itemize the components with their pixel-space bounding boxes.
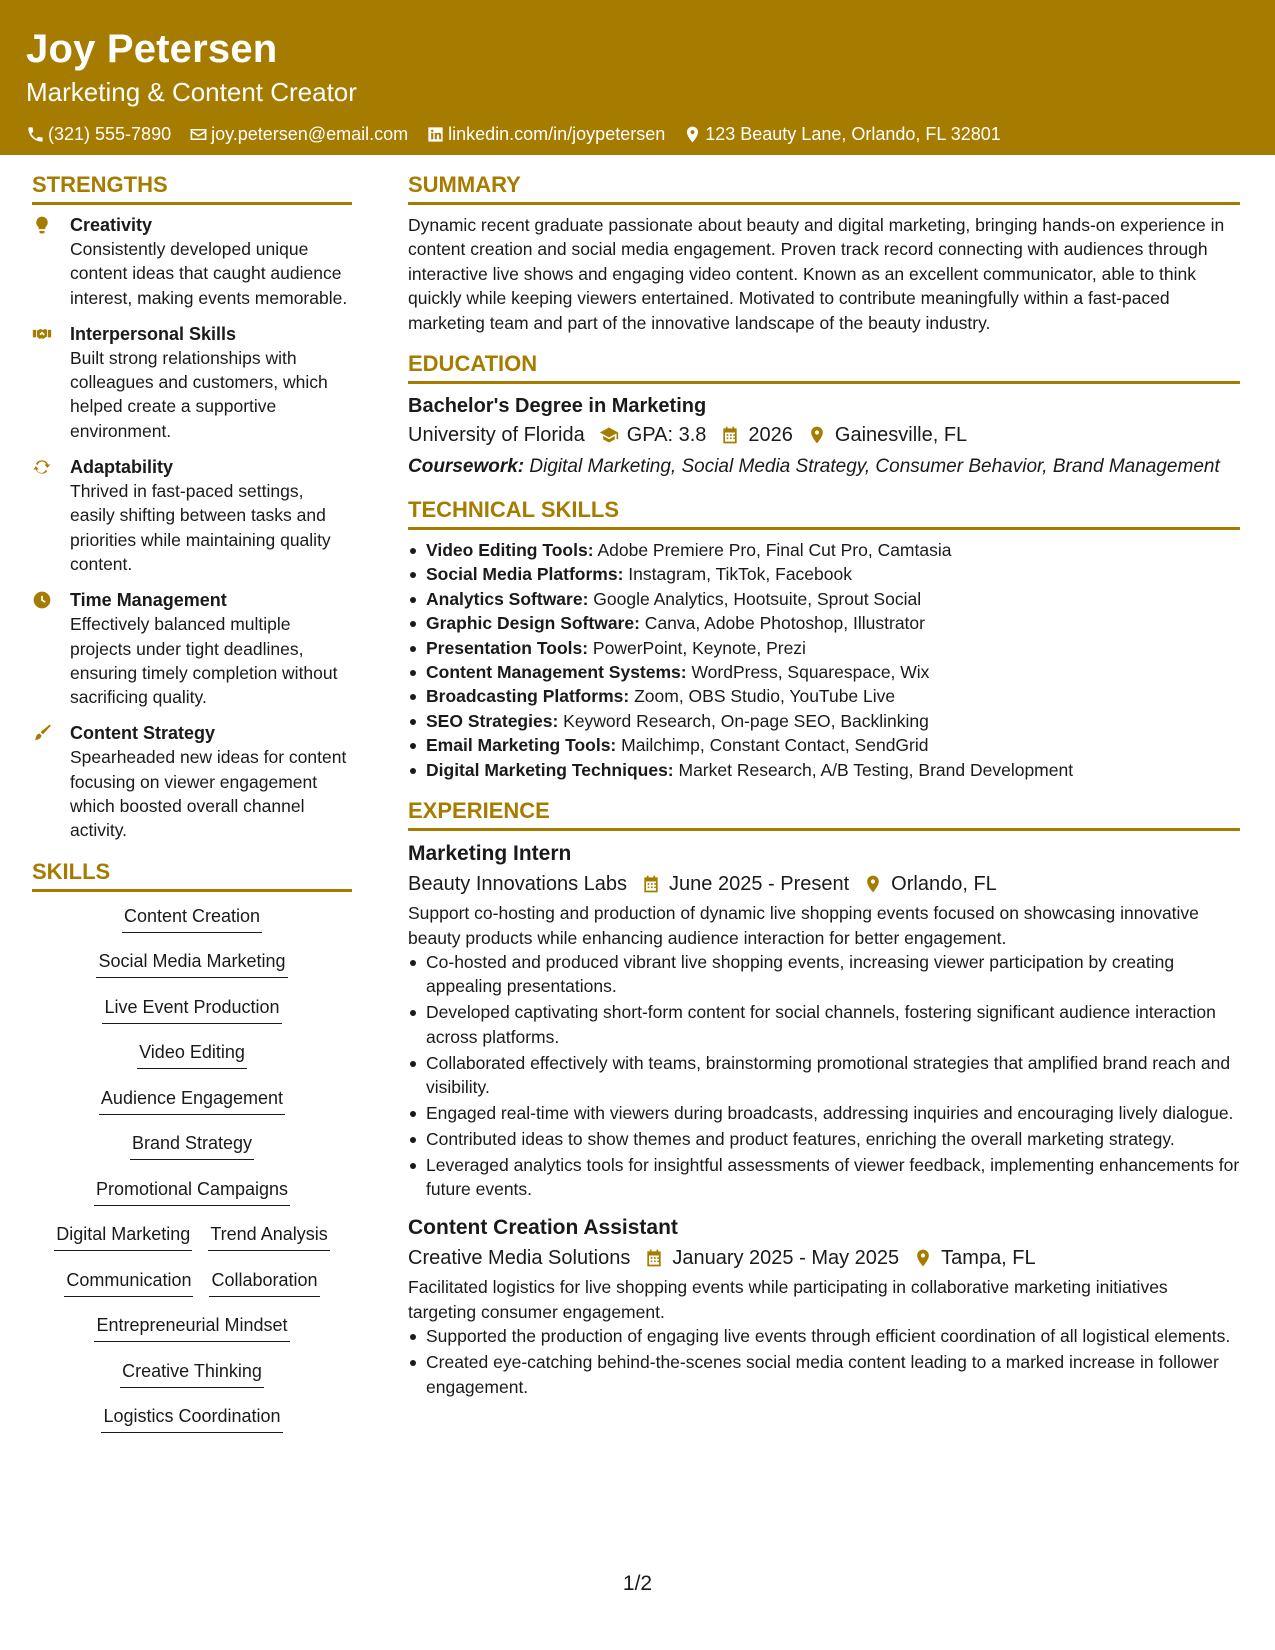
degree-title: Bachelor's Degree in Marketing bbox=[408, 395, 707, 418]
skill-row bbox=[32, 1355, 352, 1401]
job-dates bbox=[644, 1243, 899, 1273]
skill-value: Keyword Research, On-page SEO, Backlinking bbox=[558, 710, 929, 731]
job-meta bbox=[408, 869, 1240, 899]
skill-row bbox=[32, 1036, 352, 1082]
skill-value: Market Research, A/B Testing, Brand Development bbox=[673, 759, 1074, 780]
summary-heading: SUMMARY bbox=[408, 170, 1240, 205]
list-item: Developed captivating short-form content for social channels, fostering significant audience interaction across platforms. bbox=[408, 1000, 1240, 1049]
skill-row bbox=[32, 991, 352, 1037]
list-item bbox=[408, 660, 1240, 684]
skill-label: Graphic Design Software: bbox=[426, 613, 640, 634]
list-item bbox=[408, 709, 1240, 733]
dates-text: January 2025 - May 2025 bbox=[672, 1247, 900, 1270]
clock-icon bbox=[32, 590, 52, 610]
strength-title: Creativity bbox=[70, 215, 153, 235]
skill-tag: Audience Engagement bbox=[99, 1082, 285, 1115]
map-pin-icon bbox=[683, 125, 702, 144]
skill-value: WordPress, Squarespace, Wix bbox=[686, 662, 930, 683]
strength-desc: Spearheaded new ideas for content focusing on viewer engagement which boosted overall channel activity. bbox=[70, 747, 347, 841]
coursework bbox=[408, 454, 1240, 479]
left-column bbox=[32, 170, 352, 1446]
candidate-name: Joy Petersen bbox=[26, 27, 278, 71]
skill-label: Presentation Tools: bbox=[426, 637, 589, 658]
strength-item bbox=[32, 213, 352, 310]
list-item: Contributed ideas to show themes and product features, enriching the overall marketing strategy. bbox=[408, 1127, 1240, 1151]
contact-email[interactable] bbox=[189, 122, 408, 146]
location-text: Tampa, FL bbox=[941, 1247, 1036, 1270]
strength-item bbox=[32, 322, 352, 443]
strength-title: Time Management bbox=[70, 590, 227, 611]
job-title: Marketing Intern bbox=[408, 842, 572, 866]
skill-row bbox=[32, 1218, 352, 1264]
experience-heading: EXPERIENCE bbox=[408, 796, 1240, 831]
skill-row bbox=[32, 1082, 352, 1128]
skill-row bbox=[32, 1400, 352, 1446]
list-item bbox=[408, 733, 1240, 757]
skill-value: Mailchimp, Constant Contact, SendGrid bbox=[616, 735, 929, 756]
skill-tag: Digital Marketing bbox=[54, 1218, 192, 1251]
coursework-text: Digital Marketing, Social Media Strategy, Consumer Behavior, Brand Management bbox=[524, 456, 1220, 478]
paintbrush-icon bbox=[32, 723, 52, 743]
graduation-cap-icon bbox=[599, 425, 619, 445]
job-summary: Support co-hosting and production of dynamic live shopping events focused on showcasing innovative beauty products while enhancing audience interaction for better engagement. bbox=[408, 903, 1199, 948]
list-item: Supported the production of engaging live events through efficient coordination of all logistical elements. bbox=[408, 1324, 1240, 1348]
gpa bbox=[599, 420, 707, 450]
skill-tag: Live Event Production bbox=[102, 991, 281, 1024]
strength-desc: Built strong relationships with colleagues and customers, which helped create a supportive environment. bbox=[70, 347, 328, 441]
location-text: Orlando, FL bbox=[891, 873, 997, 896]
skill-row bbox=[32, 1264, 352, 1310]
school-name: University of Florida bbox=[408, 424, 585, 447]
skill-row bbox=[32, 945, 352, 991]
skill-row bbox=[32, 1127, 352, 1173]
technical-skills-list bbox=[408, 538, 1240, 782]
strength-item bbox=[32, 721, 352, 842]
skill-value: Canva, Adobe Photoshop, Illustrator bbox=[639, 613, 925, 634]
skill-tag: Logistics Coordination bbox=[101, 1400, 282, 1433]
envelope-icon bbox=[189, 125, 208, 144]
sync-icon bbox=[32, 457, 52, 477]
job-dates bbox=[641, 869, 849, 899]
map-pin-icon bbox=[863, 874, 883, 894]
list-item bbox=[408, 538, 1240, 562]
skill-value: Google Analytics, Hootsuite, Sprout Social bbox=[588, 588, 922, 609]
strength-title: Adaptability bbox=[70, 457, 174, 478]
skill-label: Content Management Systems: bbox=[426, 662, 687, 683]
skill-tag: Creative Thinking bbox=[120, 1355, 264, 1388]
skill-label: Digital Marketing Techniques: bbox=[426, 759, 674, 780]
experience-entry bbox=[408, 839, 1240, 1201]
strength-desc: Consistently developed unique content ideas that caught audience interest, making events memorable. bbox=[70, 239, 348, 308]
contact-phone bbox=[26, 122, 171, 146]
company-name: Creative Media Solutions bbox=[408, 1247, 631, 1270]
skill-tag: Brand Strategy bbox=[130, 1127, 254, 1160]
skill-value: PowerPoint, Keynote, Prezi bbox=[588, 637, 806, 658]
contact-address-text: 123 Beauty Lane, Orlando, FL 32801 bbox=[705, 124, 1001, 144]
skill-tag: Promotional Campaigns bbox=[94, 1173, 290, 1206]
skill-label: Broadcasting Platforms: bbox=[426, 686, 630, 707]
summary-text: Dynamic recent graduate passionate about beauty and digital marketing, bringing hands-on experience in content creation and social media engagement. Proven track record connecting with audiences through interactive live shows and engaging video content. Known as an excellent communicator, able to think quickly while keeping viewers entertained. Motivated to contribute meaningfully within a fast-paced marketing team and part of the innovative landscape of the beauty industry. bbox=[408, 215, 1225, 333]
skill-label: SEO Strategies: bbox=[426, 710, 559, 731]
company-name: Beauty Innovations Labs bbox=[408, 873, 628, 896]
candidate-title: Marketing & Content Creator bbox=[26, 77, 357, 107]
resume-header bbox=[0, 0, 1275, 155]
skill-label: Video Editing Tools: bbox=[426, 540, 594, 561]
list-item: Co-hosted and produced vibrant live shopping events, increasing viewer participation by creating appealing presentations. bbox=[408, 950, 1240, 999]
education-meta bbox=[408, 420, 1240, 450]
location-text: Gainesville, FL bbox=[834, 424, 968, 447]
skill-label: Social Media Platforms: bbox=[426, 564, 624, 585]
list-item: Engaged real-time with viewers during broadcasts, addressing inquiries and encouraging lively dialogue. bbox=[408, 1101, 1240, 1125]
job-meta bbox=[408, 1243, 1240, 1273]
job-bullets bbox=[408, 1324, 1240, 1399]
list-item: Collaborated effectively with teams, brainstorming promotional strategies that amplified brand reach and visibility. bbox=[408, 1051, 1240, 1100]
skill-row bbox=[32, 1309, 352, 1355]
calendar-icon bbox=[641, 874, 661, 894]
strengths-heading: STRENGTHS bbox=[32, 170, 352, 205]
calendar-icon bbox=[644, 1248, 664, 1268]
linkedin-icon bbox=[426, 125, 445, 144]
contact-bar bbox=[26, 122, 1275, 146]
skill-value: Zoom, OBS Studio, YouTube Live bbox=[629, 686, 896, 707]
handshake-icon bbox=[32, 324, 52, 344]
list-item bbox=[408, 684, 1240, 708]
list-item: Created eye-catching behind-the-scenes social media content leading to a marked increase in follower engagement. bbox=[408, 1350, 1240, 1399]
skill-tag: Trend Analysis bbox=[208, 1218, 329, 1251]
dates-text: June 2025 - Present bbox=[669, 873, 850, 896]
skill-tag: Content Creation bbox=[122, 900, 262, 933]
skill-row bbox=[32, 1173, 352, 1219]
strength-desc: Effectively balanced multiple projects under tight deadlines, ensuring timely completion without sacrificing quality. bbox=[70, 614, 338, 708]
list-item bbox=[408, 587, 1240, 611]
gpa-text: GPA: 3.8 bbox=[626, 424, 707, 447]
skill-row bbox=[32, 900, 352, 946]
calendar-icon bbox=[720, 425, 740, 445]
list-item: Leveraged analytics tools for insightful assessments of viewer feedback, implementing enhancements for future events. bbox=[408, 1153, 1240, 1202]
list-item bbox=[408, 611, 1240, 635]
skill-tag: Collaboration bbox=[209, 1264, 319, 1297]
list-item bbox=[408, 636, 1240, 660]
experience-entry bbox=[408, 1213, 1240, 1399]
job-summary: Facilitated logistics for live shopping events while participating in collaborative marketing initiatives targeting consumer engagement. bbox=[408, 1277, 1168, 1322]
job-location bbox=[863, 869, 997, 899]
right-column bbox=[408, 170, 1240, 1401]
map-pin-icon bbox=[807, 425, 827, 445]
graduation-year bbox=[720, 420, 793, 450]
lightbulb-icon bbox=[32, 215, 52, 235]
contact-linkedin[interactable] bbox=[426, 122, 665, 146]
skill-tag: Social Media Marketing bbox=[96, 945, 287, 978]
skill-tag: Communication bbox=[64, 1264, 193, 1297]
skill-value: Instagram, TikTok, Facebook bbox=[623, 564, 852, 585]
strength-item bbox=[32, 455, 352, 576]
page-number: 1/2 bbox=[622, 1572, 653, 1595]
contact-address bbox=[683, 122, 1001, 146]
list-item bbox=[408, 758, 1240, 782]
job-location bbox=[913, 1243, 1035, 1273]
contact-email-text[interactable]: joy.petersen@email.com bbox=[211, 124, 409, 144]
school-location bbox=[807, 420, 967, 450]
phone-icon bbox=[26, 125, 45, 144]
contact-linkedin-text[interactable]: linkedin.com/in/joypetersen bbox=[448, 124, 666, 144]
year-text: 2026 bbox=[748, 424, 793, 447]
job-title: Content Creation Assistant bbox=[408, 1216, 678, 1240]
skill-label: Analytics Software: bbox=[426, 588, 589, 609]
map-pin-icon bbox=[913, 1248, 933, 1268]
job-bullets bbox=[408, 950, 1240, 1202]
education-heading: EDUCATION bbox=[408, 349, 1240, 384]
strength-item bbox=[32, 588, 352, 709]
coursework-label: Coursework: bbox=[408, 456, 525, 478]
skills-heading: SKILLS bbox=[32, 857, 352, 892]
list-item bbox=[408, 562, 1240, 586]
strength-title: Interpersonal Skills bbox=[70, 323, 237, 344]
technical-skills-heading: TECHNICAL SKILLS bbox=[408, 495, 1240, 530]
skill-tag: Video Editing bbox=[137, 1036, 247, 1069]
skills-list bbox=[32, 900, 352, 1446]
contact-phone-text: (321) 555-7890 bbox=[48, 124, 172, 144]
strength-desc: Thrived in fast-paced settings, easily shifting between tasks and priorities while maintaining quality content. bbox=[70, 481, 331, 574]
strength-title: Content Strategy bbox=[70, 723, 216, 744]
skill-label: Email Marketing Tools: bbox=[426, 735, 617, 756]
skill-tag: Entrepreneurial Mindset bbox=[94, 1309, 289, 1342]
skill-value: Adobe Premiere Pro, Final Cut Pro, Camtasia bbox=[593, 540, 952, 561]
